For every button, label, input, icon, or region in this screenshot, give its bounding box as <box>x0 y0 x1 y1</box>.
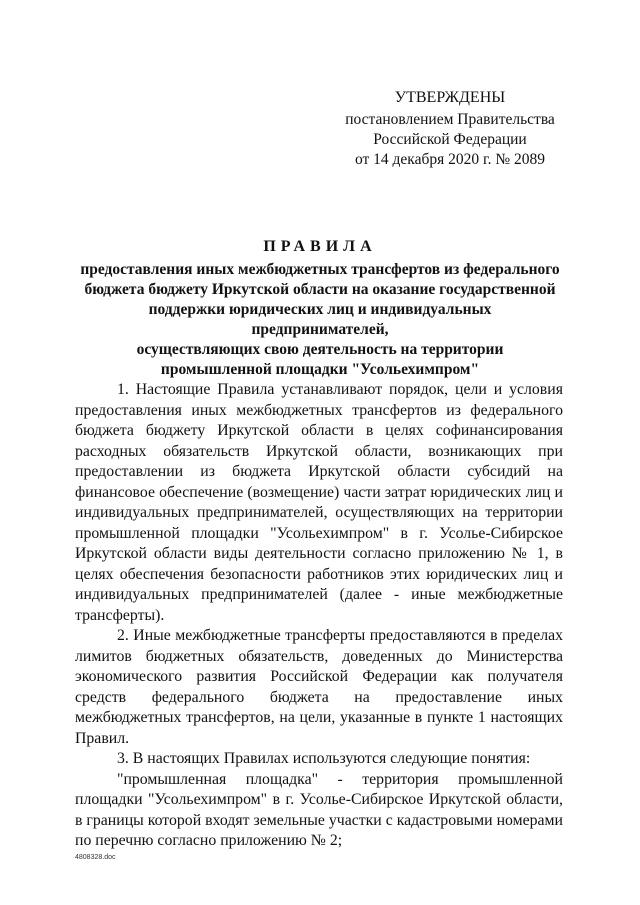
approval-line-1: постановлением Правительства <box>345 111 555 128</box>
paragraph-4: "промышленная площадка" - территория промышленной площадки "Усольехимпром" в г. Усолье-Сибирское Иркутской области, в границы которой входят земельные участки с кадастровыми номерами по перечню согласно приложению № 2; <box>75 770 563 849</box>
approval-line-3: от 14 декабря 2020 г. № 2089 <box>354 151 546 168</box>
paragraph-1: 1. Настоящие Правила устанавливают порядок, цели и условия предоставления иных межбюджетных трансфертов из федерального бюджета бюджету Иркутской области в целях софинансирования расходных обязательств Иркутской области, возникающих при предоставлении из бюджета Иркутской области субсидий на финансовое обеспечение (возмещение) части затрат юридических лиц и индивидуальных предпринимателей, осуществляющих на территории промышленной площадки "Усольехимпром" в г. Усолье-Сибирское Иркутской области виды деятельности согласно приложению № 1, в целях обеспечения безопасности работников этих юридических лиц и индивидуальных предпринимателей (далее - иные межбюджетные трансферты). <box>75 381 563 624</box>
subtitle-line-5: промышленной площадки "Усольехимпром" <box>160 361 480 378</box>
paragraph-2: 2. Иные межбюджетные трансферты предоставляются в пределах лимитов бюджетных обязательств, доведенных до Министерства экономического развития Российской Федерации как получателя средств федерального бюджета на предоставление иных межбюджетных трансфертов, на цели, указанные в пункте 1 настоящих Правил. <box>75 627 563 747</box>
subtitle-line-4: осуществляющих свою деятельность на территории <box>136 341 504 358</box>
approval-block <box>340 88 560 170</box>
document-body <box>75 380 563 852</box>
file-name-footer: 4808328.doc <box>75 854 116 861</box>
paragraph-3: 3. В настоящих Правилах используются следующие понятия: <box>117 750 531 767</box>
approval-heading: УТВЕРЖДЕНЫ <box>394 89 506 106</box>
document-title: ПРАВИЛА <box>263 238 377 255</box>
subtitle-line-3: поддержки юридических лиц и индивидуальных предпринимателей, <box>148 301 492 338</box>
approval-line-2: Российской Федерации <box>373 131 527 148</box>
document-subtitle <box>80 260 560 380</box>
subtitle-line-1: предоставления иных межбюджетных трансфертов из федерального <box>80 261 560 278</box>
subtitle-line-2: бюджета бюджету Иркутской области на оказание государственной <box>84 281 556 298</box>
